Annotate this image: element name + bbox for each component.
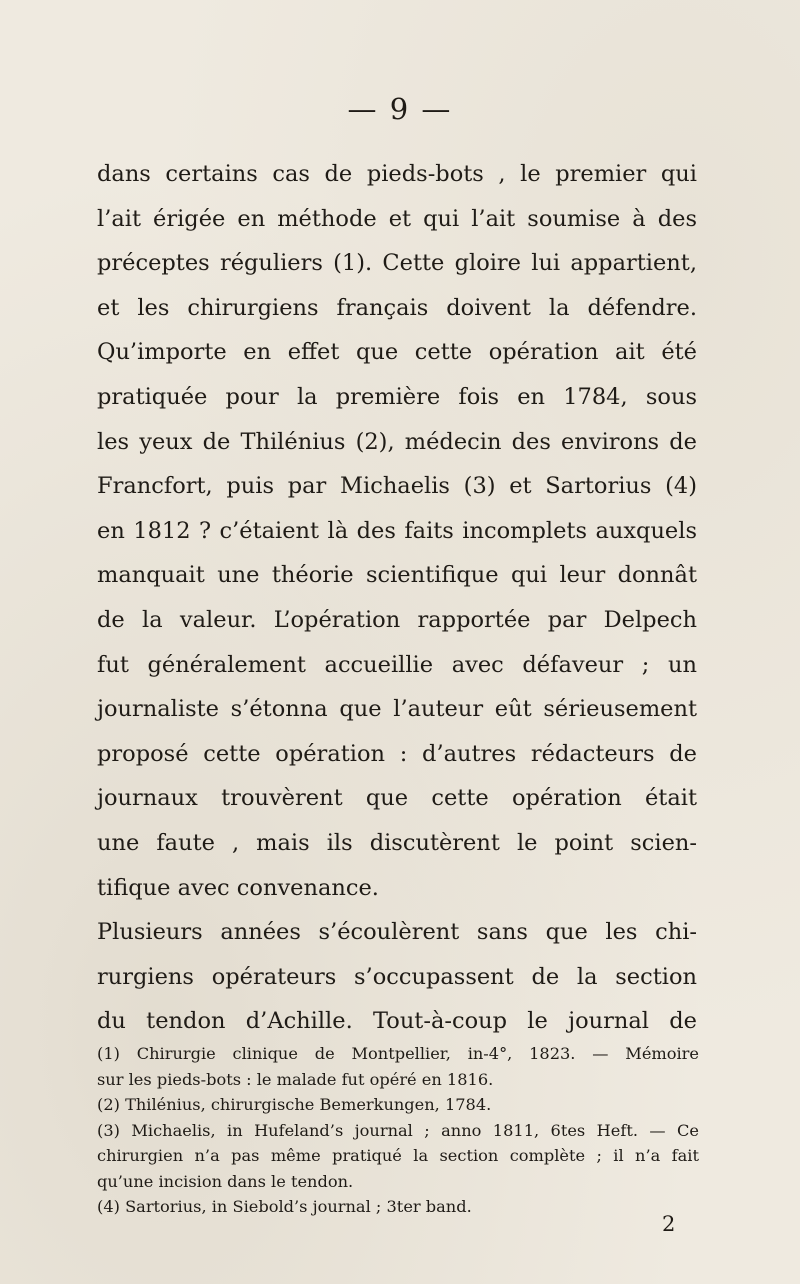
text-line: dans certains cas de pieds-bots , le premier qui bbox=[97, 161, 697, 187]
text-line: en 1812 ? c’étaient là des faits incomplets auxquels bbox=[97, 517, 697, 544]
text-line: pratiquée pour la première fois en 1784, sous bbox=[97, 383, 697, 410]
text-line: du tendon d’Achille. Tout-à-coup le journal de bbox=[97, 1008, 697, 1035]
footnote-line: (4) Sartorius, in Siebold’s journal ; 3ter band. bbox=[97, 1197, 472, 1216]
footnote-line: (1) Chirurgie clinique de Montpellier, in-4°, 1823. — Mémoire bbox=[97, 1044, 699, 1063]
text-line: l’ait érigée en méthode et qui l’ait soumise à des bbox=[97, 205, 697, 232]
text-line: Qu’importe en effet que cette opération ait été bbox=[97, 339, 697, 366]
text-line: journaliste s’étonna que l’auteur eût sérieusement bbox=[97, 696, 697, 723]
text-line: une faute , mais ils discutèrent le point scien- bbox=[97, 829, 697, 856]
text-line: et les chirurgiens français doivent la défendre. bbox=[97, 294, 697, 321]
page-number: — 9 — bbox=[347, 92, 453, 126]
text-line: proposé cette opération : d’autres rédacteurs de bbox=[97, 740, 697, 767]
text-line: rurgiens opérateurs s’occupassent de la section bbox=[97, 963, 697, 990]
text-line: Plusieurs années s’écoulèrent sans que les chi- bbox=[97, 919, 697, 946]
signature-mark: 2 bbox=[662, 1212, 676, 1236]
text-line: préceptes réguliers (1). Cette gloire lui appartient, bbox=[97, 250, 697, 277]
text-line: journaux trouvèrent que cette opération était bbox=[97, 785, 697, 812]
footnote-line: (3) Michaelis, in Hufeland’s journal ; anno 1811, 6tes Heft. — Ce bbox=[97, 1120, 699, 1140]
footnotes bbox=[97, 1041, 699, 1220]
text-line: Francfort, puis par Michaelis (3) et Sartorius (4) bbox=[97, 473, 697, 500]
text-line: tifique avec convenance. bbox=[97, 874, 379, 901]
footnote-line: chirurgien n’a pas même pratiqué la section complète ; il n’a fait bbox=[97, 1146, 699, 1165]
text-line: manquait une théorie scientifique qui leur donnât bbox=[97, 562, 697, 589]
footnote-line: sur les pieds-bots : le malade fut opéré en 1816. bbox=[97, 1069, 494, 1089]
main-text bbox=[97, 152, 697, 1044]
text-line: les yeux de Thilénius (2), médecin des environs de bbox=[97, 428, 697, 455]
text-line: fut généralement accueillie avec défaveur ; un bbox=[97, 651, 697, 678]
footnote-line: (2) Thilénius, chirurgische Bemerkungen, 1784. bbox=[97, 1095, 492, 1114]
text-line: de la valeur. L’opération rapportée par Delpech bbox=[97, 606, 697, 633]
footnote-line: qu’une incision dans le tendon. bbox=[97, 1171, 354, 1191]
